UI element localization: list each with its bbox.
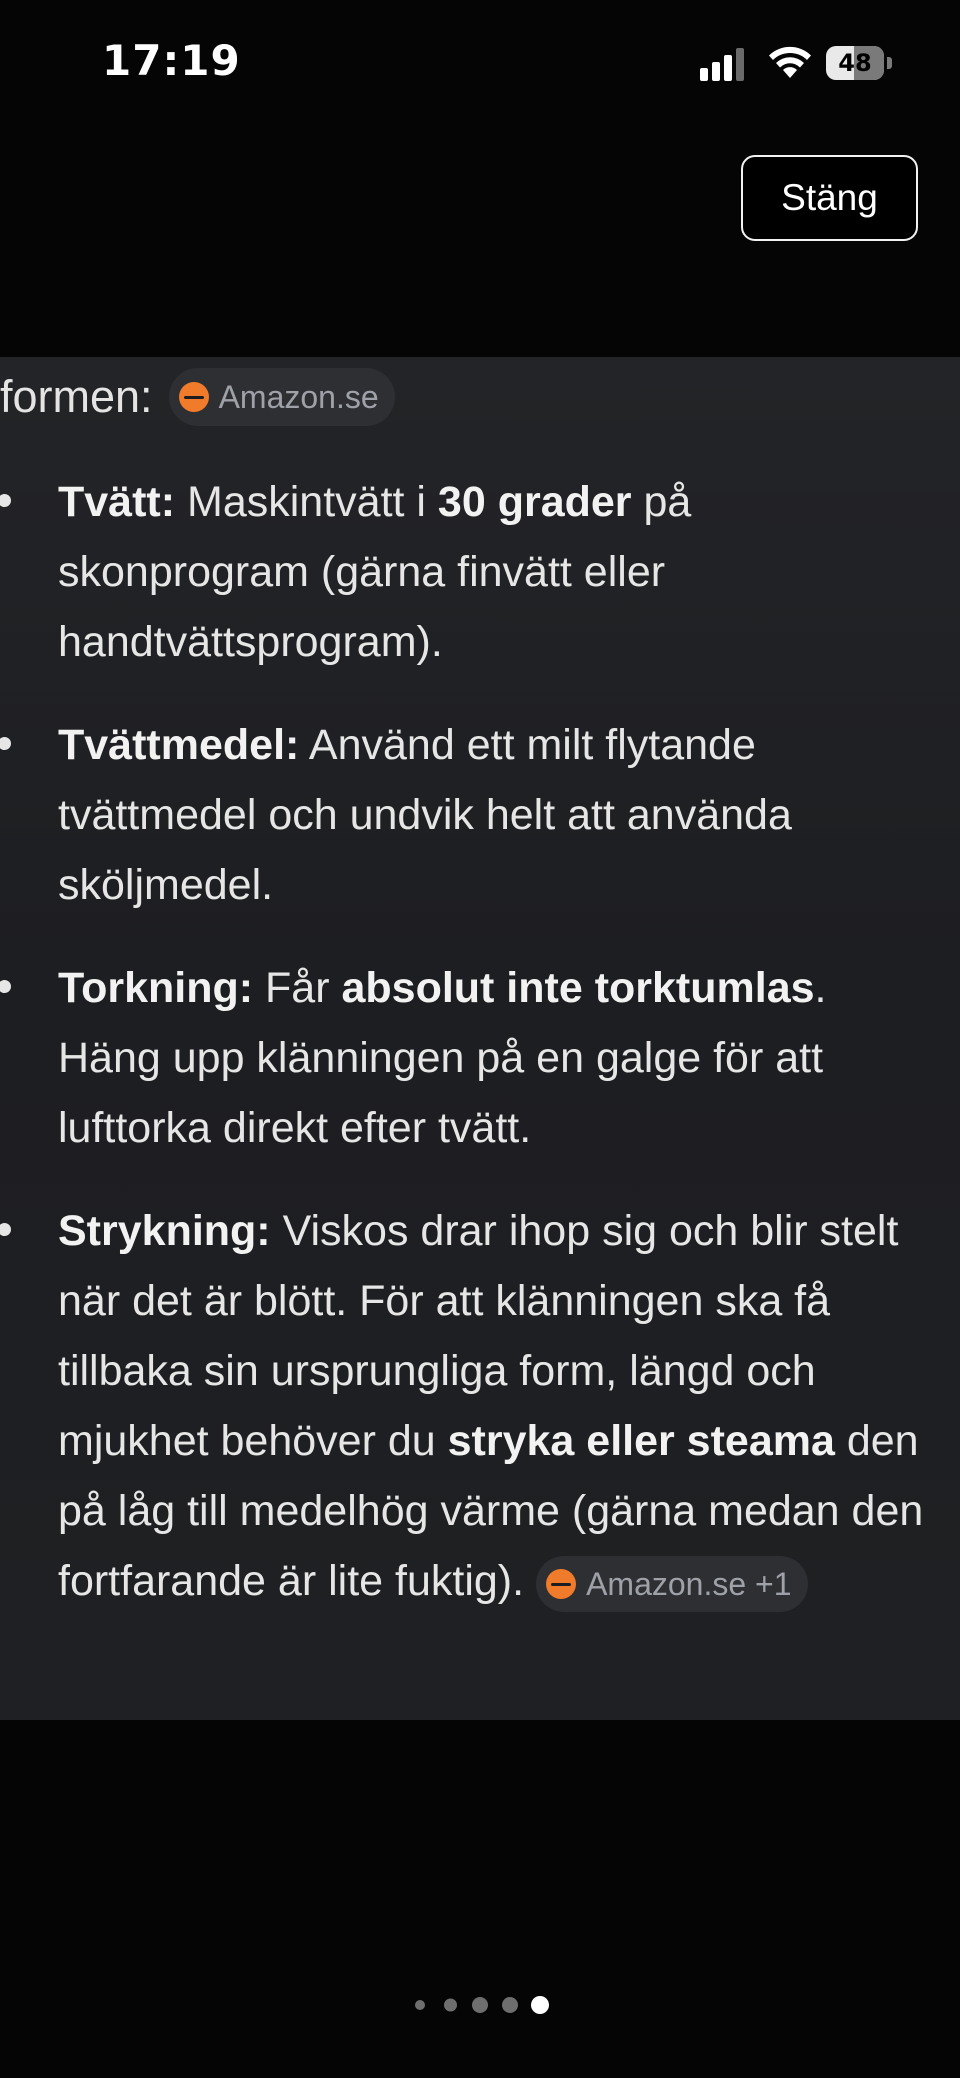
wifi-icon (768, 44, 812, 80)
text-run: på skonprogram (gärna finvätt eller handtvättsprogram). (58, 478, 692, 666)
bold-text: Torkning: (58, 964, 254, 1012)
battery-icon (826, 46, 892, 80)
bold-text: Tvättmedel: (58, 721, 300, 769)
bullet-icon (0, 494, 11, 507)
bullet-icon (0, 737, 11, 750)
source-chip-label: Amazon.se (218, 378, 379, 415)
bold-text: 30 grader (437, 478, 632, 526)
bold-text: stryka eller steama (447, 1417, 835, 1465)
source-chip[interactable] (169, 368, 395, 426)
text-run: Viskos drar ihop sig och blir stelt när det är blött. För att klänningen ska få tillbaka sin ursprungliga form, längd och mjukhet behöver du (58, 1207, 899, 1465)
page-dot[interactable] (444, 1999, 457, 2012)
text-run: Får (253, 964, 342, 1012)
cellular-signal-icon (700, 47, 750, 81)
status-bar (0, 0, 960, 130)
bold-text: absolut inte torktumlas (341, 964, 815, 1012)
intro-text: formen: (0, 371, 153, 422)
list-item (0, 467, 960, 677)
battery-body (826, 46, 884, 80)
list-item-text (58, 710, 940, 920)
bullet-icon (0, 980, 11, 993)
list-item-text (58, 467, 940, 677)
page-dot[interactable] (502, 1997, 518, 2013)
bold-text: Tvätt: (58, 478, 176, 526)
list-item-text (58, 953, 940, 1163)
text-run: Maskintvätt i (175, 478, 438, 526)
amazon-source-icon (179, 382, 209, 412)
page-dot[interactable] (415, 2000, 425, 2010)
page-indicator (0, 1990, 960, 2020)
page-dot-active[interactable] (531, 1996, 549, 2014)
text-run: Använd ett milt flytande tvättmedel och undvik helt att använda sköljmedel. (58, 721, 792, 909)
bold-text: Strykning: (58, 1207, 271, 1255)
amazon-source-icon (546, 1569, 576, 1599)
text-run: den på låg till medelhög värme (gärna medan den fortfarande är lite fuktig). (58, 1417, 924, 1605)
battery-percentage: 48 (838, 49, 872, 77)
battery-tip (887, 57, 892, 69)
list-item-text (58, 1196, 940, 1616)
close-button[interactable]: Stäng (741, 155, 918, 241)
text-run: . Häng upp klänningen på en galge för att lufttorka direkt efter tvätt. (58, 964, 827, 1152)
screenshot-content (0, 357, 960, 1720)
status-time: 17:19 (102, 36, 241, 85)
intro-line (0, 365, 395, 429)
source-chip[interactable] (536, 1556, 807, 1612)
list-item (0, 710, 960, 920)
bullet-icon (0, 1223, 11, 1236)
care-instructions-list (0, 467, 960, 1649)
list-item (0, 953, 960, 1163)
list-item (0, 1196, 960, 1616)
source-chip-label: Amazon.se +1 (586, 1565, 792, 1602)
page-dot[interactable] (472, 1997, 488, 2013)
